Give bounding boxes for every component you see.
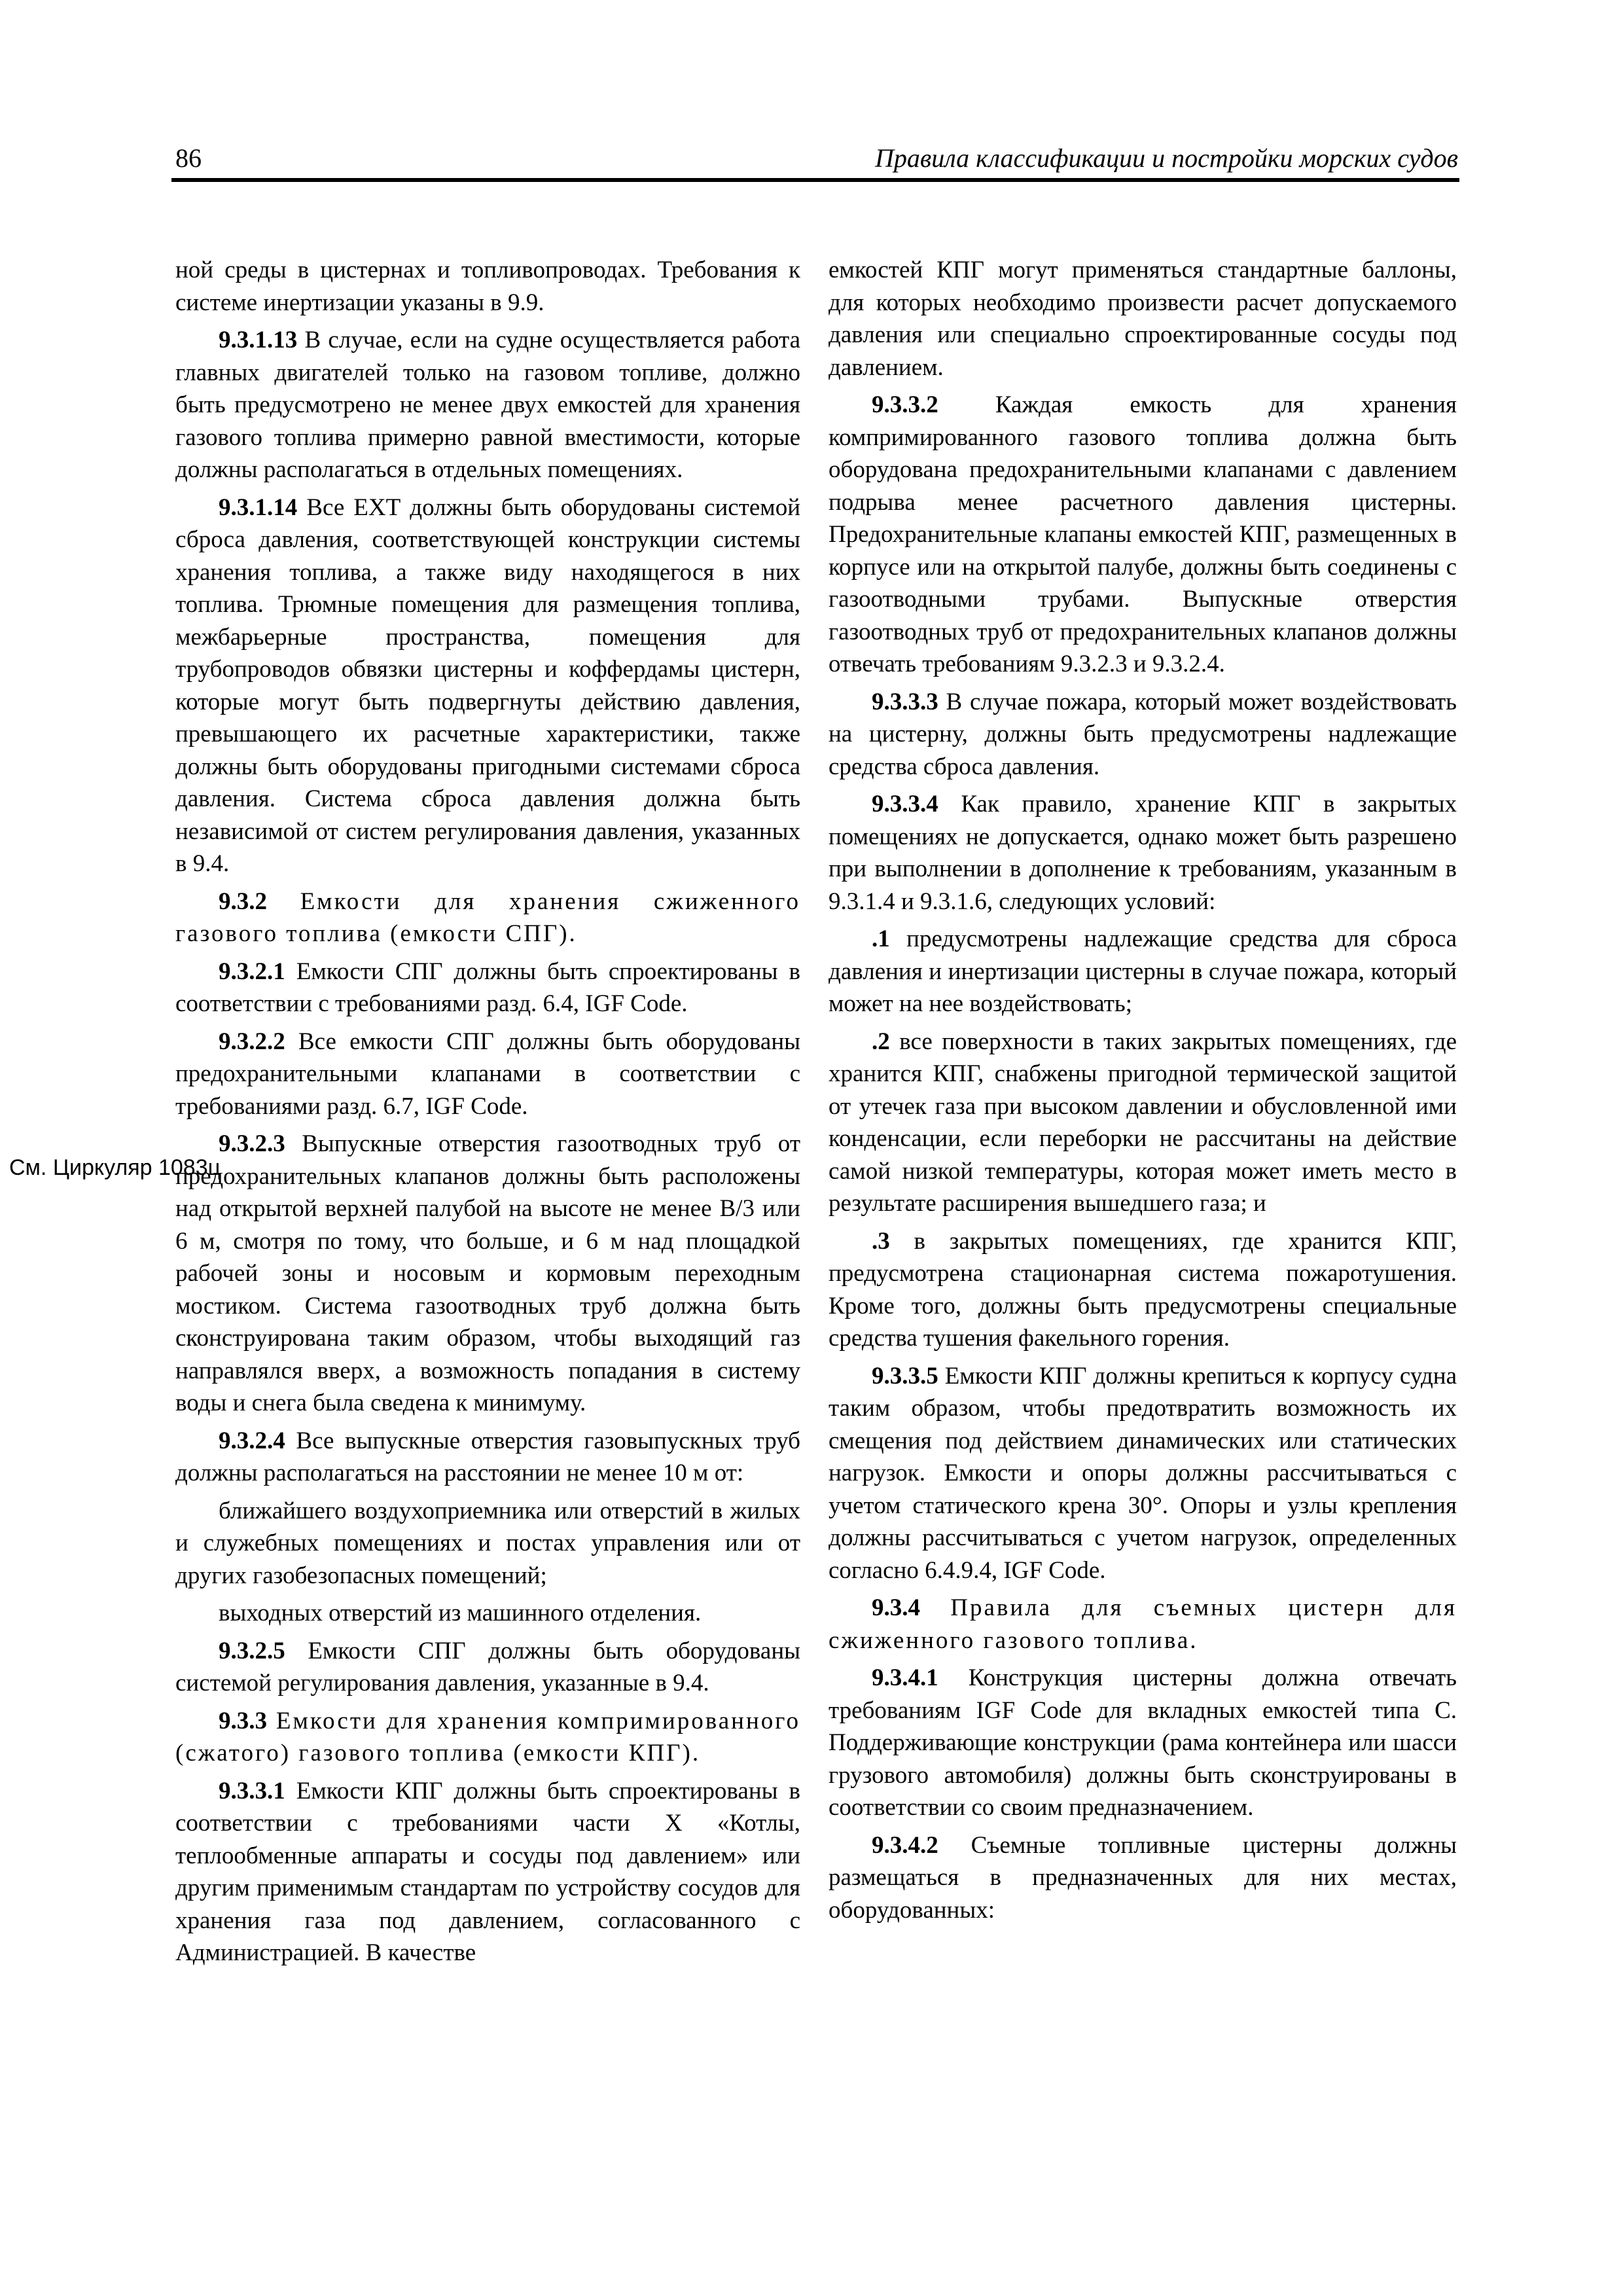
paragraph-text: Конструкция цистерны должна отвечать требованиям IGF Code для вкладных емкостей типа С. Поддерживающие конструкции (рама контейнера или шасси грузового автомобиля) должны быть сконструированы в соответствии со своим предназначением. — [829, 1664, 1457, 1821]
paragraph — [175, 1775, 800, 1969]
paragraph-text: В случае пожара, который может воздействовать на цистерну, должны быть предусмотрены надлежащие средства сброса давления. — [829, 688, 1457, 780]
left-column — [175, 254, 800, 1975]
item-text: предусмотрены надлежащие средства для сброса давления и инертизации цистерны в случае пожара, который может на нее воздействовать; — [829, 925, 1457, 1017]
item-number: .2 — [872, 1028, 890, 1055]
clause-number: 9.3.1.14 — [219, 493, 298, 521]
clause-number: 9.3.2.5 — [219, 1637, 285, 1664]
paragraph — [175, 956, 800, 1020]
paragraph — [175, 324, 800, 486]
clause-number: 9.3.4.1 — [872, 1664, 938, 1691]
item-number: .3 — [872, 1227, 890, 1255]
paragraph-text: В случае, если на судне осуществляется работа главных двигателей только на газовом топливе, должно быть предусмотрено не менее двух емкостей для хранения газового топлива примерно равной вместимости, которые должны располагаться в отдельных помещениях. — [175, 327, 800, 483]
page-number: 86 — [175, 143, 202, 173]
paragraph — [175, 492, 800, 880]
paragraph-text: Емкости КПГ должны крепиться к корпусу судна таким образом, чтобы предотвратить возможность их смещения под действием динамических или статических нагрузок. Емкости и опоры должны рассчитываться с учетом статического крена 30°. Опоры и узлы крепления должны рассчитываться с учетом нагрузок, определенных согласно 6.4.9.4, IGF Code. — [829, 1362, 1457, 1584]
paragraph: емкостей КПГ могут применяться стандартные баллоны, для которых необходимо произвести расчет допускаемого давления или специально спроектированные сосуды под давлением. — [829, 257, 1457, 381]
section-number: 9.3.4 — [872, 1594, 920, 1621]
clause-number: 9.3.2.3 — [219, 1130, 285, 1157]
clause-number: 9.3.3.1 — [219, 1777, 285, 1804]
paragraph-text: Все емкости СПГ должны быть оборудованы предохранительными клапанами в соответствии с требованиями разд. 6.7, IGF Code. — [175, 1028, 800, 1120]
clause-number: 9.3.2.1 — [219, 958, 285, 985]
list-item — [829, 1026, 1457, 1220]
list-item: ближайшего воздухоприемника или отверстий в жилых и служебных помещениях и постах управления или от других газобезопасных помещений; — [175, 1497, 800, 1589]
right-column — [829, 254, 1457, 1931]
paragraph-text: Как правило, хранение КПГ в закрытых помещениях не допускается, однако может быть разрешено при выполнении в дополнение к требованиям, указанным в 9.3.1.4 и 9.3.1.6, следующих условий: — [829, 791, 1457, 915]
item-text: все поверхности в таких закрытых помещениях, где хранится КПГ, снабжены пригодной термической защитой от утечек газа при высоком давлении и обусловленной ими конденсации, если переборки не рассчитаны на действие самой низкой температуры, которая может иметь место в результате расширения вышедшего газа; и — [829, 1028, 1457, 1217]
paragraph — [175, 1128, 800, 1420]
clause-number: 9.3.3.3 — [872, 688, 938, 715]
paragraph-text: Емкости СПГ должны быть оборудованы системой регулирования давления, указанные в 9.4. — [175, 1637, 800, 1696]
section-title: Емкости для хранения компримированного (сжатого) газового топлива (емкости КПГ). — [175, 1707, 800, 1767]
list-item — [829, 1225, 1457, 1355]
paragraph — [829, 1360, 1457, 1587]
clause-number: 9.3.3.4 — [872, 791, 938, 817]
paragraph-text: Все ЕХТ должны быть оборудованы системой сброса давления, соответствующей конструкции системы хранения топлива, а также виду находящегося в них топлива. Трюмные помещения для размещения топлива, межбарьерные пространства, помещения для трубопроводов обвязки цистерны и коффердамы цистерн, которые могут быть подвергнуты действию давления, превышающего их расчетные характеристики, также должны быть оборудованы пригодными системами сброса давления. Система сброса давления должна быть независимой от систем регулирования давления, указанных в 9.4. — [175, 493, 800, 877]
clause-number: 9.3.1.13 — [219, 327, 298, 353]
list-item — [829, 923, 1457, 1020]
paragraph-text: Каждая емкость для хранения компримированного газового топлива должна быть оборудована предохранительными клапанами с давлением подрыва менее расчетного давления цистерны. Предохранительные клапаны емкостей КПГ, размещенных в корпусе или на открытой палубе, должны быть соединены с газоотводными трубами. Выпускные отверстия газоотводных труб от предохранительных клапанов должны отвечать требованиям 9.3.2.3 и 9.3.2.4. — [829, 391, 1457, 677]
section-title: Емкости для хранения сжиженного газового топлива (емкости СПГ). — [175, 888, 800, 947]
paragraph — [175, 1026, 800, 1123]
paragraph — [175, 1425, 800, 1490]
paragraph — [829, 1829, 1457, 1927]
section-heading — [175, 886, 800, 950]
list-item: выходных отверстий из машинного отделения. — [219, 1600, 702, 1626]
header-rule — [171, 178, 1459, 182]
paragraph: ной среды в цистернах и топливопроводах. Требования к системе инертизации указаны в 9.9. — [175, 257, 800, 316]
section-title: Правила для съемных цистерн для сжиженного газового топлива. — [829, 1594, 1457, 1654]
clause-number: 9.3.4.2 — [872, 1831, 938, 1859]
paragraph-text: Выпускные отверстия газоотводных труб от предохранительных клапанов должны быть расположены над открытой верхней палубой на высоте не менее B/3 или 6 м, смотря по тому, что больше, и 6 м над площадкой рабочей зоны и носовым и кормовым переходным мостиком. Система газоотводных труб должна быть сконструирована таким образом, чтобы выходящий газ направлялся вверх, а возможность попадания в систему воды и снега была сведена к минимуму. — [175, 1130, 800, 1416]
paragraph-text: Все выпускные отверстия газовыпускных труб должны располагаться на расстоянии не менее 10 м от: — [175, 1427, 800, 1486]
section-heading — [175, 1705, 800, 1770]
section-number: 9.3.2 — [219, 888, 267, 915]
paragraph-text: Емкости КПГ должны быть спроектированы в соответствии с требованиями части X «Котлы, теплообменные аппараты и сосуды под давлением» или другим применимым стандартам по устройству сосудов для хранения газа под давлением, согласованного с Администрацией. В качестве — [175, 1777, 800, 1966]
item-number: .1 — [872, 925, 890, 952]
paragraph — [829, 686, 1457, 783]
paragraph — [829, 389, 1457, 681]
running-title: Правила классификации и постройки морских судов — [874, 143, 1458, 173]
clause-number: 9.3.3.2 — [872, 391, 938, 418]
section-number: 9.3.3 — [219, 1707, 267, 1734]
paragraph-text: Съемные топливные цистерны должны размещаться в предназначенных для них местах, оборудованных: — [829, 1831, 1457, 1924]
section-heading — [829, 1592, 1457, 1657]
clause-number: 9.3.2.2 — [219, 1028, 285, 1055]
paragraph — [829, 788, 1457, 918]
paragraph — [175, 1635, 800, 1700]
clause-number: 9.3.3.5 — [872, 1362, 938, 1390]
item-text: в закрытых помещениях, где хранится КПГ, предусмотрена стационарная система пожаротушения. Кроме того, должны быть предусмотрены специальные средства тушения факельного горения. — [829, 1227, 1457, 1352]
paragraph-text: Емкости СПГ должны быть спроектированы в соответствии с требованиями разд. 6.4, IGF Code. — [175, 958, 800, 1017]
paragraph — [829, 1662, 1457, 1824]
clause-number: 9.3.2.4 — [219, 1427, 285, 1454]
margin-note[interactable]: См. Циркуляр 1083ц — [9, 1155, 221, 1180]
